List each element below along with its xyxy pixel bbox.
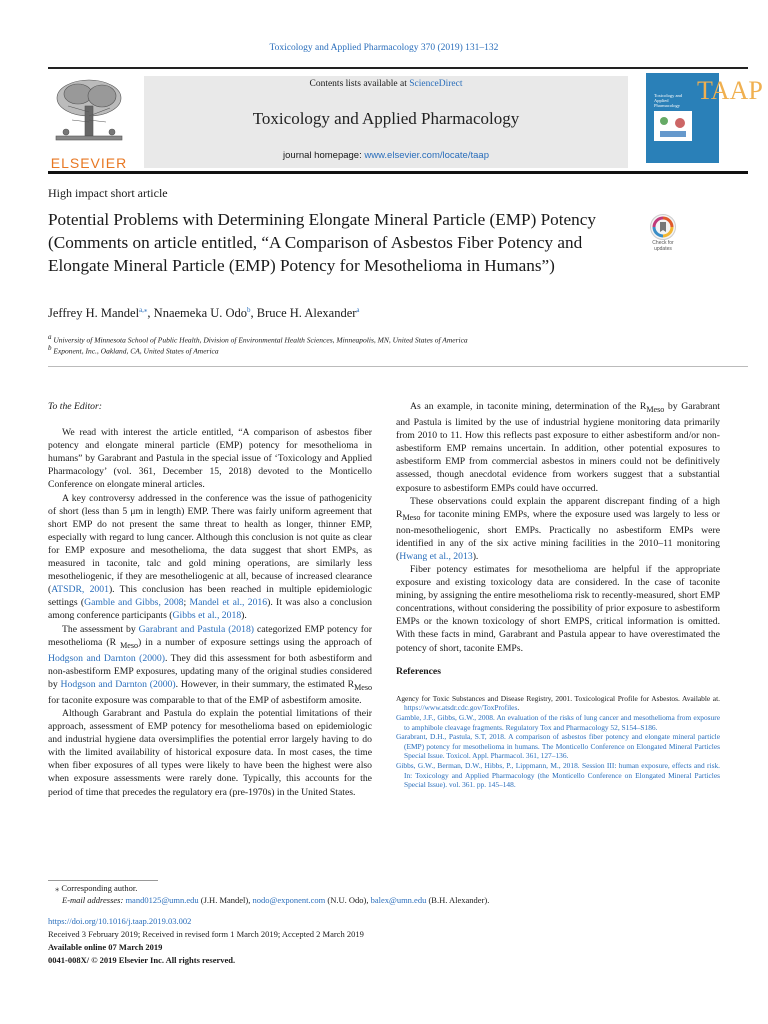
homepage-line: [144, 150, 628, 161]
salutation: To the Editor:: [48, 401, 103, 412]
citation-link[interactable]: Garabrant and Pastula (2018): [138, 623, 255, 635]
text: . They did this assessment for both asbestiform and non-asbestiform EMP exposures, updating many of the original studies considered by: [48, 652, 373, 690]
email-label: E-mail addresses:: [62, 895, 126, 905]
email-owner: (N.U. Odo),: [325, 895, 371, 905]
affiliation-mark: b: [48, 344, 52, 352]
affiliation-text: Exponent, Inc., Oakland, CA, United States of America: [53, 346, 219, 356]
text: ). This conclusion has been reached in multiple epidemiologic settings (: [48, 584, 372, 609]
reference-item: [396, 761, 720, 790]
paragraph: [48, 623, 372, 707]
reference-text: Agency for Toxic Substances and Disease Registry, 2001. Toxicological Profile for Asbestos. Available at.: [396, 693, 720, 703]
body-column-left: [48, 400, 372, 799]
author-affiliation-mark[interactable]: b: [247, 306, 251, 314]
citation-link[interactable]: Mandel et al., 2016: [189, 597, 268, 609]
cover-title: Toxicology and Applied Pharmacology: [654, 93, 683, 108]
text: for taconite mining EMPs, where the exposure used was largely to less or non-mesotheliogenic, short EMPs. Practically no asbestiform EMPs were identified in any of the six active mining facilities in the 2010–11 monitoring (: [396, 508, 720, 562]
text: ).: [241, 610, 247, 622]
citation-link[interactable]: Gamble and Gibbs, 2008: [84, 597, 184, 609]
contents-line: [144, 79, 628, 89]
corresponding-author-note: ⁎ Corresponding author.: [55, 883, 138, 893]
text: for taconite exposure was comparable to that of the EMP of asbestiform amosite.: [48, 694, 362, 706]
citation-link[interactable]: Hwang et al., 2013: [399, 550, 473, 562]
cover-figure-icon: [654, 111, 692, 141]
email-link[interactable]: mand0125@umn.edu: [125, 895, 199, 905]
text: These observations could explain the apparent discrepant finding of a high R: [396, 495, 720, 520]
references-heading: References: [396, 665, 442, 677]
reference-item: [396, 694, 720, 713]
author-list: Jeffrey H. Mandel$^{a,⁎}$, Nnaemeka U. Odo$^b$, Bruce H. Alexander$^a$: [48, 306, 360, 321]
text: As an example, in taconite mining, determination of the R: [410, 401, 647, 412]
affiliation: [48, 333, 468, 345]
text: ).: [472, 550, 479, 562]
check-updates-label: Check for updates: [652, 240, 674, 252]
text: ) in a number of exposure settings using the approach of: [138, 636, 372, 648]
text: categorized EMP potency for mesothelioma (R: [48, 623, 372, 648]
reference-tail: .: [517, 703, 520, 713]
bookmark-icon: [651, 215, 675, 239]
reference-link[interactable]: Gibbs, G.W., Berman, D.W., Hibbs, P., Lippmann, M., 2018. Session III: human exposure, effects and risk. In: Toxicology and Applied Pharmacology (the Monticello Conference on Elongated Mineral Particles Special Issue). vol. 361. pp. 145–148.: [396, 760, 720, 790]
affiliation: [48, 344, 219, 356]
citation-link[interactable]: Hodgson and Darnton (2000): [48, 652, 165, 664]
doi-link[interactable]: https://doi.org/10.1016/j.taap.2019.03.002: [48, 916, 192, 926]
citation-link[interactable]: Gibbs et al., 2018: [172, 610, 242, 622]
paragraph: [396, 400, 720, 495]
affiliation-divider: [48, 366, 748, 367]
paragraph: [396, 495, 720, 563]
author-affiliation-mark[interactable]: a: [356, 306, 360, 314]
text: by Garabrant and Pastula is limited by the use of industrial hygiene monitoring data primarily from 2010 to 11. How this reflects past exposure to either asbestiform and/or non-asbestiform EMP remains uncertain. In addition, other potential exposures to asbestiform EMP from commercial asbestos in miners could not be definitively assessed, though anecdotal evidence from workers suggest that a substantial exposure to asbestiform EMPs could have occurred.: [396, 401, 720, 494]
sciencedirect-link[interactable]: ScienceDirect: [409, 79, 463, 89]
email-link[interactable]: nodo@exponent.com: [252, 895, 326, 905]
text: A key controversy addressed in the conference was the issue of pathogenicity of short (less than 5 μm in length) EMP. There was fairly uniform agreement that short EMP do not present the same threat to health as longer, thinner EMP, especially with regard to lung cancer. Although this conclusion is not quite as clear for EMP exposure and mesothelioma, the data suggest that short EMPs, as measured in taconite, talc and gold mining operations, are similarly less mesotheliogenic, if they are mesotheliogenic at all, because of increased clearance (: [48, 492, 372, 596]
subscript: Meso: [120, 640, 139, 650]
paragraph: [48, 492, 372, 623]
homepage-prefix: journal homepage:: [283, 150, 365, 161]
email-link[interactable]: balex@umn.edu: [370, 895, 427, 905]
subscript: Meso: [646, 404, 665, 414]
affiliation-mark: a: [48, 333, 52, 341]
cover-letters: TAAP: [697, 76, 763, 105]
reference-item: [396, 713, 720, 732]
header-bottom-rule: [48, 171, 748, 174]
affiliation-text: University of Minnesota School of Public Health, Division of Environmental Health Sciences, Minneapolis, MN, United States of America: [53, 335, 468, 345]
paragraph: We read with interest the article entitled, “A comparison of asbestos fiber potency and elongate mineral particle (EMP) potency for mesothelioma in humans” by Garabrant and Pastula in the special issue of ‘Toxicology and Applied Pharmacology’ (vol. 361, December 15, 2018) devoted to the Monticello Conference on elongate mineral articles.: [48, 427, 372, 491]
body-column-right: [396, 400, 720, 790]
received-dates: Received 3 February 2019; Received in revised form 1 March 2019; Accepted 2 March 2019: [48, 929, 364, 939]
reference-link[interactable]: Gamble, J.F., Gibbs, G.W., 2008. An evaluation of the risks of lung cancer and mesothelioma from exposure to amphibole cleavage fragments. Regulatory Tox and Pharmacology 52, S154–S186.: [396, 712, 720, 732]
journal-cover[interactable]: [646, 73, 763, 163]
header-top-rule: [48, 67, 748, 69]
text: ). It was also a conclusion among conference participants (: [48, 597, 372, 622]
cover-image-icon: [654, 111, 692, 141]
elsevier-tree-icon: [48, 76, 130, 148]
elsevier-wordmark: ELSEVIER: [50, 155, 128, 171]
check-updates-icon: [650, 214, 676, 240]
text: The assessment by: [62, 623, 139, 635]
subscript: Meso: [402, 512, 421, 522]
elsevier-logo: [48, 76, 130, 171]
author-name[interactable]: Jeffrey H. Mandel: [48, 306, 140, 321]
citation-link[interactable]: Hodgson and Darnton (2000): [60, 678, 176, 690]
reference-item: [396, 732, 720, 761]
journal-header-panel: [144, 76, 628, 168]
paragraph: Although Garabrant and Pastula do explain the potential limitations of their approach, assessment of EMP potency for mesothelioma based on epidemiologic and industrial hygiene data oversimplifies the potential error largely having to do with the limited availability of historical exposure data. In most cases, the time when fiber exposures of all types were likely to have been the highest were also when exposure assessments were rarely done. Typically, this accounts for the period of time that precedes the regulatory era (pre-1970s) in the United States.: [48, 707, 372, 798]
email-owner: (J.H. Mandel),: [198, 895, 253, 905]
reference-link[interactable]: https://www.atsdr.cdc.gov/ToxProfiles: [404, 703, 518, 713]
author-affiliation-mark[interactable]: a,⁎: [139, 306, 148, 314]
author-name[interactable]: Bruce H. Alexander: [256, 306, 357, 321]
text: ;: [183, 597, 190, 609]
copyright-notice: 0041-008X/ © 2019 Elsevier Inc. All rights reserved.: [48, 955, 236, 965]
journal-name: Toxicology and Applied Pharmacology: [252, 109, 520, 128]
author-name[interactable]: Nnaemeka U. Odo: [153, 306, 248, 321]
reference-link[interactable]: Garabrant, D.H., Pastula, S.T, 2018. A comparison of asbestos fiber potency and elongate mineral particle (EMP) potency for mesothelioma in humans. The Monticello Conference on Elongated Mineral Particles Special Issue. Toxicol. Appl. Pharmacol. 361, 127–136.: [396, 732, 720, 761]
citation-link[interactable]: ATSDR, 2001: [51, 584, 109, 596]
check-for-updates-button[interactable]: [643, 214, 683, 254]
text: . However, in their summary, the estimated R: [175, 678, 355, 690]
journal-citation[interactable]: Toxicology and Applied Pharmacology 370 (2019) 131–132: [269, 43, 499, 53]
subscript: Meso: [354, 682, 373, 692]
article-type: High impact short article: [48, 186, 168, 200]
available-online-date: Available online 07 March 2019: [48, 942, 163, 952]
article-title: Potential Problems with Determining Elongate Mineral Particle (EMP) Potency (Comments on article entitled, “A Comparison of Asbestos Fiber Potency and Elongate Mineral Particle (EMP) Potency for Mesothelioma in Humans”): [48, 210, 596, 275]
contents-prefix: Contents lists available at: [309, 79, 410, 89]
homepage-link[interactable]: www.elsevier.com/locate/taap: [364, 150, 489, 161]
paragraph: Fiber potency estimates for mesothelioma are helpful if the appropriate exposure and existing toxicology data are considered. In the case of taconite mining, by assigning the entire mesothelioma risk to recently-measured, short EMP concentrations, without considering the possibility of prior exposure to asbestiform EMPs or the known toxicology of short EMPS, critical information is omitted. With these facts in mind, Garabrant and Pastula appear to have overestimated the potency of short, taconite EMPs.: [396, 564, 720, 654]
email-owner: (B.H. Alexander).: [426, 895, 490, 905]
email-addresses: [62, 895, 489, 905]
footnote-divider: [48, 880, 158, 881]
